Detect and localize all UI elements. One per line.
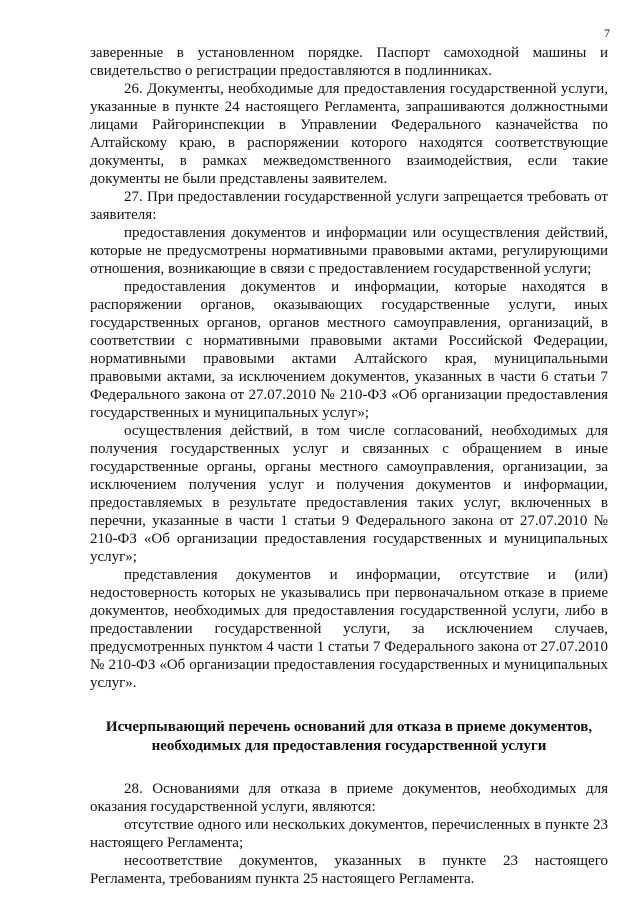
section-heading: Исчерпывающий перечень оснований для отказа в приеме документов, необходимых для предоставления государственной услуги [105,719,593,754]
paragraph-28-item-1: отсутствие одного или нескольких документов, перечисленных в пункте 23 настоящего Регламента; [90,817,608,851]
paragraph-27: 27. При предоставлении государственной услуги запрещается требовать от заявителя: [90,189,608,223]
paragraph-28: 28. Основаниями для отказа в приеме документов, необходимых для оказания государственной услуги, являются: [90,781,608,815]
paragraph-27-item-4: представления документов и информации, отсутствие и (или) недостоверность которых не указывались при первоначальном отказе в приеме документов, необходимых для предоставления государственной услуги, либо в предоставлении государственной услуги, за исключением случаев, предусмотренных пунктом 4 части 1 статьи 7 Федерального закона от 27.07.2010 № 210-ФЗ «Об организации предоставления государственных и муниципальных услуг». [90,567,609,691]
paragraph-continuation: заверенные в установленном порядке. Паспорт самоходной машины и свидетельство о регистрации предоставляются в подлинниках. [90,45,608,79]
paragraph-28-item-2: несоответствие документов, указанных в пункте 23 настоящего Регламента, требованиям пункта 25 настоящего Регламента. [90,853,608,887]
document-body [90,44,608,888]
page-number: 7 [604,26,610,40]
paragraph-27-item-3: осуществления действий, в том числе согласований, необходимых для получения государственных услуг и связанных с обращением в иные государственные органы, органы местного самоуправления, организации, за исключением получения услуг и получения документов и информации, предоставляемых в результате предоставления таких услуг, включенных в перечни, указанные в части 1 статьи 9 Федерального закона от 27.07.2010 № 210-ФЗ «Об организации предоставления государственных и муниципальных услуг»; [90,423,608,565]
paragraph-26: 26. Документы, необходимые для предоставления государственной услуги, указанные в пункте 24 настоящего Регламента, запрашиваются должностными лицами Райгоринспекции в Управлении Федерального казначейства по Алтайскому краю, в распоряжении которого находятся соответствующие документы, в рамках межведомственного взаимодействия, если такие документы не были представлены заявителем. [90,81,608,187]
paragraph-27-item-2: предоставления документов и информации, которые находятся в распоряжении органов, оказывающих государственные услуги, иных государственных органов, органов местного самоуправления, организаций, в соответствии с нормативными правовыми актами Российской Федерации, нормативными правовыми актами Алтайского края, муниципальными правовыми актами, за исключением документов, указанных в части 6 статьи 7 Федерального закона от 27.07.2010 № 210-ФЗ «Об организации предоставления государственных и муниципальных услуг»; [90,279,608,421]
paragraph-27-item-1: предоставления документов и информации или осуществления действий, которые не предусмотрены нормативными правовыми актами, регулирующими отношения, возникающие в связи с предоставлением государственной услуги; [90,225,608,277]
